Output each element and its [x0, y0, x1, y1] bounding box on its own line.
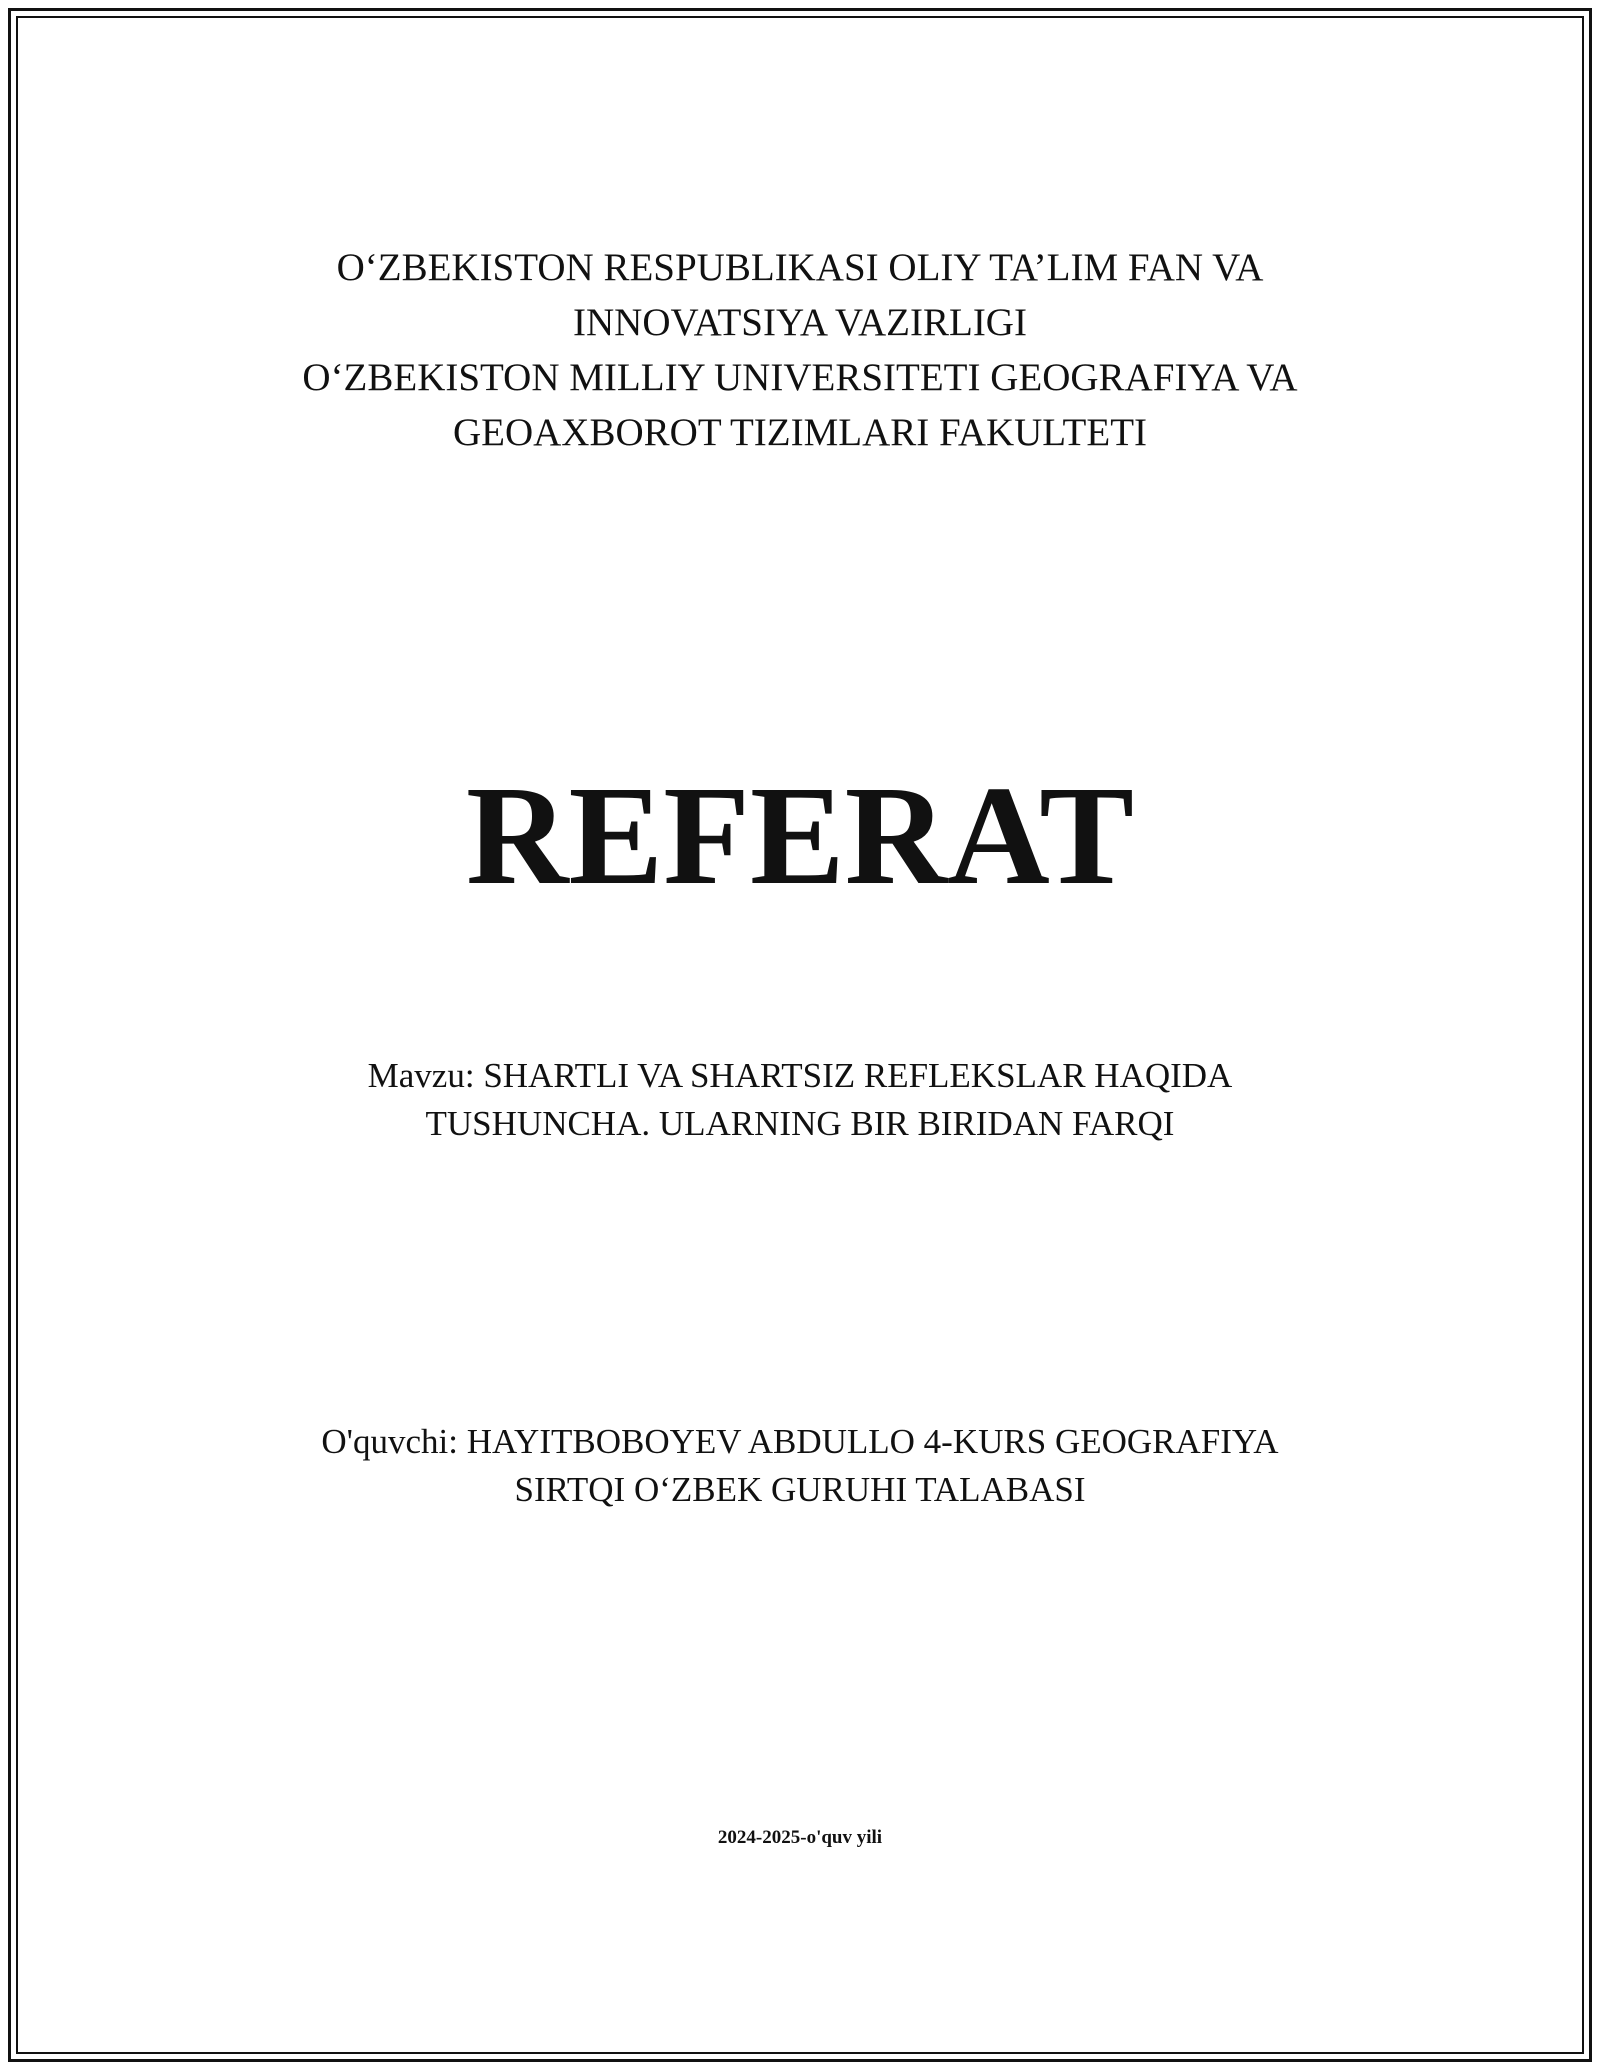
- topic-line-2: TUSHUNCHA. ULARNING BIR BIRIDAN FARQI: [425, 1104, 1175, 1143]
- student-line-2: SIRTQI O‘ZBEK GURUHI TALABASI: [514, 1470, 1086, 1509]
- student-section: [0, 1418, 1600, 1514]
- academic-year: 2024-2025-o'quv yili: [717, 1827, 883, 1848]
- topic-line-1: Mavzu: SHARTLI VA SHARTSIZ REFLEKSLAR HAQIDA: [367, 1056, 1233, 1095]
- header-line-3: O‘ZBEKISTON MILLIY UNIVERSITETI GEOGRAFIYA VA: [302, 356, 1298, 399]
- document-title: REFERAT: [466, 756, 1134, 914]
- header-line-4: GEOAXBOROT TIZIMLARI FAKULTETI: [452, 411, 1148, 454]
- header-line-2: INNOVATSIYA VAZIRLIGI: [573, 301, 1027, 344]
- institution-header: [0, 240, 1600, 460]
- student-line-1: O'quvchi: HAYITBOBOYEV ABDULLO 4-KURS GEOGRAFIYA: [321, 1422, 1279, 1461]
- topic-section: [0, 1052, 1600, 1148]
- header-line-1: O‘ZBEKISTON RESPUBLIKASI OLIY TA’LIM FAN VA: [336, 246, 1264, 289]
